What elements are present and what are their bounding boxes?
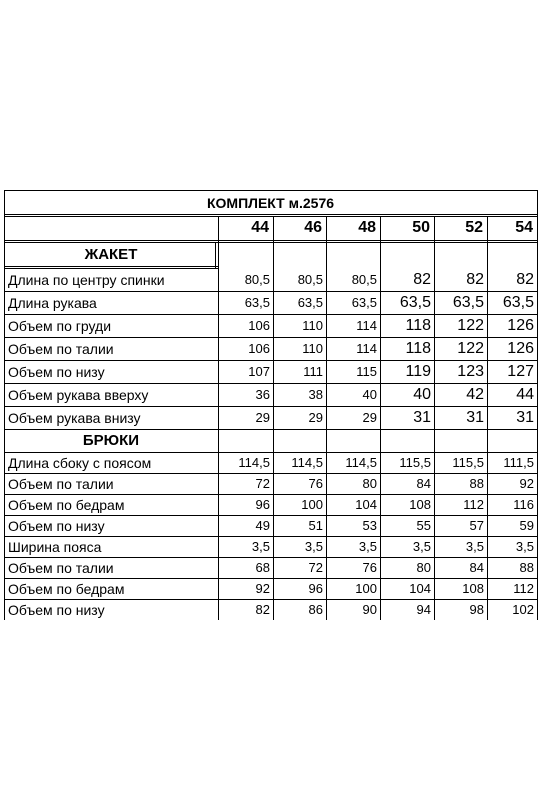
jacket-value-cell: 31 [516, 408, 534, 426]
jacket-value-cell: 29 [255, 410, 270, 425]
trousers-value-cell: 72 [255, 476, 270, 491]
trousers-value-cell: 98 [469, 602, 484, 617]
table-title: КОМПЛЕКТ м.2576 [206, 195, 335, 211]
frame-right [537, 190, 538, 620]
trousers-value-cell: 114,5 [238, 455, 270, 470]
jacket-row-label: Объем по груди [8, 317, 112, 334]
trousers-value-cell: 116 [513, 497, 534, 512]
trousers-row-label: Объем по талии [8, 475, 114, 492]
trousers-value-cell: 80 [416, 560, 431, 575]
trousers-value-cell: 114,5 [345, 455, 377, 470]
size-header-44: 44 [251, 219, 269, 236]
jacket-row-label: Длина рукава [8, 294, 97, 311]
trousers-value-cell: 3,5 [251, 539, 270, 554]
trousers-value-cell: 3,5 [304, 539, 323, 554]
jacket-value-cell: 63,5 [351, 295, 377, 310]
jacket-value-cell: 115 [356, 364, 377, 379]
size-header-50: 50 [412, 219, 430, 236]
jacket-value-cell: 80,5 [244, 272, 270, 287]
col-rule [273, 216, 274, 620]
size-header-46: 46 [304, 219, 322, 236]
jacket-value-cell: 31 [466, 408, 484, 426]
trousers-value-cell: 3,5 [515, 539, 534, 554]
jacket-value-cell: 80,5 [297, 272, 323, 287]
jacket-value-cell: 118 [405, 339, 431, 357]
title-rule [4, 214, 538, 215]
trousers-heading: БРЮКИ [82, 432, 140, 449]
jacket-row-label: Длина по центру спинки [8, 271, 165, 288]
jacket-row-label: Объем по низу [8, 363, 105, 380]
frame-top [4, 190, 538, 191]
jacket-value-cell: 63,5 [297, 295, 323, 310]
trousers-value-cell: 55 [416, 518, 431, 533]
jacket-value-cell: 118 [405, 316, 431, 334]
jacket-value-cell: 40 [413, 385, 431, 403]
jacket-row-label: Объем рукава внизу [8, 409, 141, 426]
trousers-value-cell: 96 [308, 581, 323, 596]
trousers-value-cell: 115,5 [452, 455, 484, 470]
trousers-value-cell: 88 [469, 476, 484, 491]
trousers-value-cell: 92 [255, 581, 270, 596]
jacket-value-cell: 36 [255, 387, 270, 402]
trousers-value-cell: 104 [355, 497, 377, 512]
jacket-value-cell: 122 [457, 316, 484, 334]
trousers-value-cell: 102 [512, 602, 534, 617]
trousers-value-cell: 72 [308, 560, 323, 575]
col-rule [487, 216, 488, 620]
trousers-value-cell: 3,5 [412, 539, 431, 554]
jacket-value-cell: 63,5 [244, 295, 270, 310]
jacket-value-cell: 122 [457, 339, 484, 357]
jacket-value-cell: 31 [413, 408, 431, 426]
size-header-54: 54 [515, 219, 533, 236]
trousers-value-cell: 108 [409, 497, 431, 512]
trousers-value-cell: 112 [513, 581, 534, 596]
trousers-value-cell: 84 [416, 476, 431, 491]
trousers-value-cell: 3,5 [358, 539, 377, 554]
trousers-value-cell: 108 [462, 581, 484, 596]
jacket-value-cell: 82 [516, 270, 534, 288]
trousers-value-cell: 86 [308, 602, 323, 617]
jacket-value-cell: 126 [507, 339, 534, 357]
jacket-value-cell: 127 [507, 362, 534, 380]
jacket-value-cell: 107 [248, 364, 270, 379]
trousers-value-cell: 76 [362, 560, 377, 575]
jacket-value-cell: 126 [507, 316, 534, 334]
trousers-row-label: Объем по низу [8, 601, 105, 618]
heading-rule-v [215, 242, 216, 269]
trousers-row-label: Объем по талии [8, 559, 114, 576]
jacket-value-cell: 119 [405, 362, 431, 380]
trousers-value-cell: 57 [469, 518, 484, 533]
trousers-value-cell: 114,5 [291, 455, 323, 470]
jacket-value-cell: 38 [308, 387, 323, 402]
trousers-value-cell: 49 [255, 518, 270, 533]
jacket-value-cell: 114 [356, 341, 377, 356]
trousers-value-cell: 111,5 [503, 455, 534, 470]
jacket-value-cell: 29 [362, 410, 377, 425]
jacket-value-cell: 82 [413, 270, 431, 288]
trousers-value-cell: 92 [519, 476, 534, 491]
trousers-value-cell: 88 [519, 560, 534, 575]
trousers-row-label: Объем по бедрам [8, 496, 125, 513]
trousers-row-label: Ширина пояса [8, 538, 102, 555]
jacket-value-cell: 111 [303, 364, 323, 379]
trousers-row-label: Объем по низу [8, 517, 105, 534]
trousers-row-label: Объем по бедрам [8, 580, 125, 597]
trousers-value-cell: 90 [362, 602, 377, 617]
trousers-value-cell: 53 [362, 518, 377, 533]
jacket-heading-rule [4, 266, 218, 267]
trousers-row-label: Длина сбоку с поясом [8, 454, 152, 471]
trousers-value-cell: 100 [301, 497, 323, 512]
jacket-value-cell: 63,5 [452, 293, 484, 311]
jacket-value-cell: 44 [516, 385, 534, 403]
trousers-value-cell: 59 [519, 518, 534, 533]
jacket-value-cell: 29 [308, 410, 323, 425]
jacket-value-cell: 114 [356, 318, 377, 333]
jacket-value-cell: 110 [302, 341, 323, 356]
jacket-value-cell: 106 [248, 341, 270, 356]
jacket-value-cell: 63,5 [399, 293, 431, 311]
size-row-rule [4, 240, 538, 241]
trousers-value-cell: 115,5 [399, 455, 431, 470]
trousers-value-cell: 94 [416, 602, 431, 617]
trousers-value-cell: 84 [469, 560, 484, 575]
trousers-value-cell: 82 [255, 602, 270, 617]
trousers-value-cell: 51 [308, 518, 323, 533]
size-header-48: 48 [358, 219, 376, 236]
trousers-value-cell: 68 [255, 560, 270, 575]
jacket-heading: ЖАКЕТ [84, 245, 138, 263]
trousers-value-cell: 3,5 [465, 539, 484, 554]
jacket-row-label: Объем рукава вверху [8, 386, 149, 403]
trousers-value-cell: 80 [362, 476, 377, 491]
col-rule [326, 216, 327, 620]
jacket-value-cell: 80,5 [351, 272, 377, 287]
trousers-value-cell: 112 [463, 497, 484, 512]
col-rule [380, 216, 381, 620]
trousers-value-cell: 104 [409, 581, 431, 596]
jacket-value-cell: 63,5 [502, 293, 534, 311]
trousers-value-cell: 96 [255, 497, 270, 512]
trousers-value-cell: 76 [308, 476, 323, 491]
jacket-value-cell: 40 [362, 387, 377, 402]
trousers-value-cell: 100 [355, 581, 377, 596]
jacket-value-cell: 123 [457, 362, 484, 380]
jacket-value-cell: 42 [466, 385, 484, 403]
size-header-52: 52 [465, 219, 483, 236]
jacket-value-cell: 110 [302, 318, 323, 333]
col-rule [434, 216, 435, 620]
jacket-row-label: Объем по талии [8, 340, 114, 357]
jacket-value-cell: 82 [466, 270, 484, 288]
col-rule [218, 216, 219, 620]
jacket-value-cell: 106 [248, 318, 270, 333]
